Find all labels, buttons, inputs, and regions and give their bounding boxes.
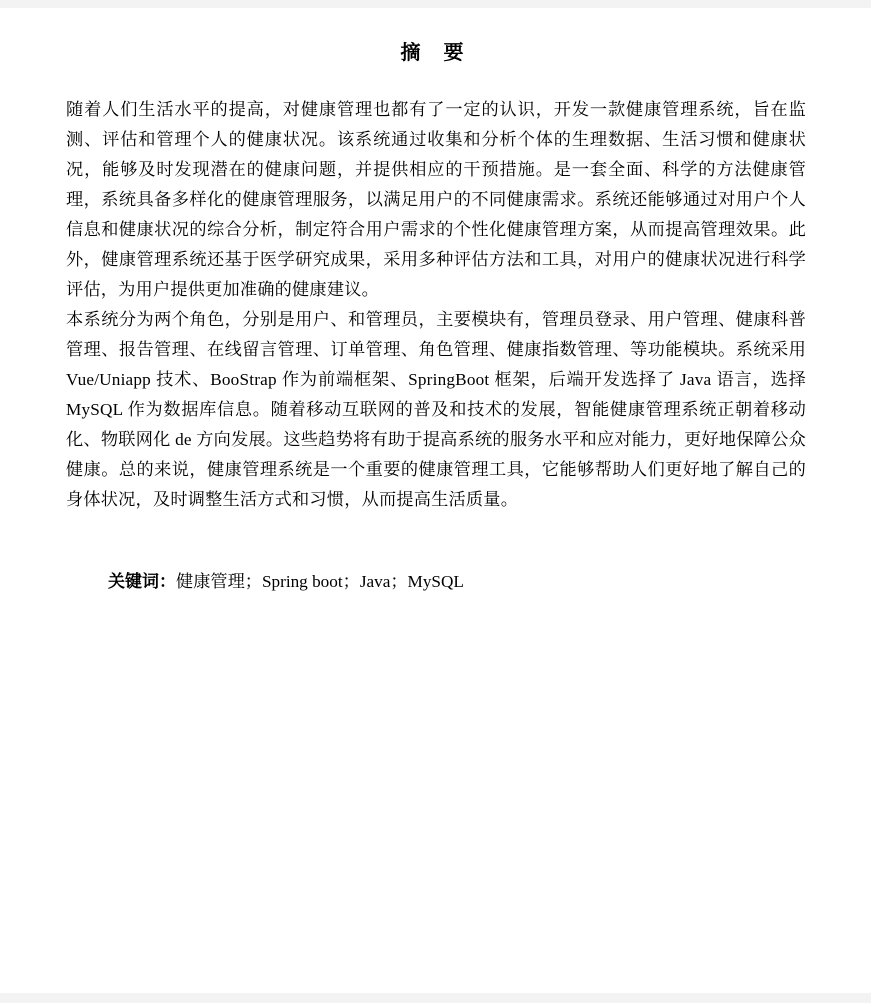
page-title: 摘 要 [400,40,472,64]
keywords-label: 关键词： [108,572,176,592]
abstract-section [66,95,806,515]
document-content [66,36,806,597]
abstract-paragraph-1: 随着人们生活水平的提高，对健康管理也都有了一定的认识，开发一款健康管理系统，旨在监测、评估和管理个人的健康状况。该系统通过收集和分析个体的生理数据、生活习惯和健康状况，能够及时发现潜在的健康问题，并提供相应的干预措施。是一套全面、科学的方法健康管理，系统具备多样化的健康管理服务，以满足用户的不同健康需求。系统还能够通过对用户个人信息和健康状况的综合分析，制定符合用户需求的个性化健康管理方案，从而提高管理效果。此外，健康管理系统还基于医学研究成果，采用多种评估方法和工具，对用户的健康状况进行科学评估，为用户提供更加准确的健康建议。 [66,100,806,299]
keywords-section [66,567,806,597]
page-top-divider [0,0,871,8]
keywords-value: 健康管理；Spring boot；Java；MySQL [176,572,464,591]
abstract-paragraph-2: 本系统分为两个角色，分别是用户、和管理员，主要模块有，管理员登录、用户管理、健康科普管理、报告管理、在线留言管理、订单管理、角色管理、健康指数管理、等功能模块。系统采用 Vue/Uniapp 技术、BooStrap 作为前端框架、SpringBoot 框架，后端开发选择了 Java 语言，选择 MySQL 作为数据库信息。随着移动互联网的普及和技术的发展，智能健康管理系统正朝着移动化、物联网化 de 方向发展。这些趋势将有助于提高系统的服务水平和应对能力，更好地保障公众健康。总的来说，健康管理系统是一个重要的健康管理工具，它能够帮助人们更好地了解自己的身体状况，及时调整生活方式和习惯，从而提高生活质量。 [66,310,806,509]
page-bottom-divider [0,993,871,1003]
